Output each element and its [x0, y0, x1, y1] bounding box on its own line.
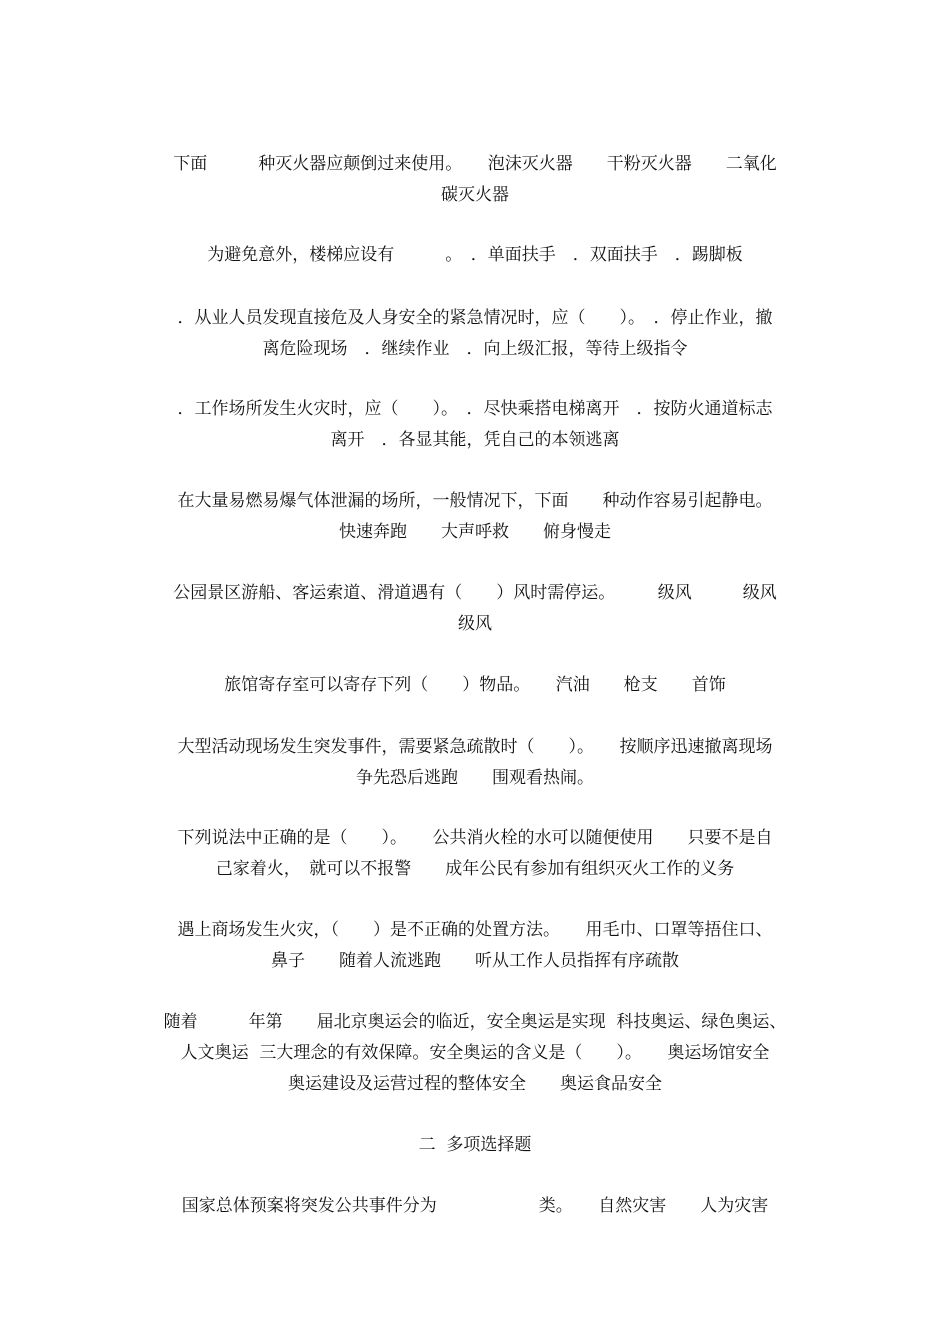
question-text: 公园景区游船、客运索道、滑道遇有（ ）风时需停运。 级风 级风 [173, 583, 777, 603]
question-text: 旅馆寄存室可以寄存下列（ ）物品。 汽油 枪支 首饰 [224, 675, 726, 695]
question-text: 在大量易燃易爆气体泄漏的场所，一般情况下，下面 种动作容易引起静电。 [177, 491, 773, 511]
question-text: 随着 年第 届北京奥运会的临近，安全奥运是实现 科技奥运、绿色奥运、 [163, 1012, 787, 1032]
question-text: 快速奔跑 大声呼救 俯身慢走 [339, 522, 611, 542]
question-text: ．工作场所发生火灾时，应（ ）。 ．尽快乘搭电梯离开 ．按防火通道标志 [177, 399, 773, 419]
question-text: 为避免意外，楼梯应设有 。 ．单面扶手 ．双面扶手 ．踢脚板 [207, 245, 743, 265]
question-text: 下面 种灭火器应颠倒过来使用。 泡沫灭火器 干粉灭火器 二氧化 [173, 154, 777, 174]
question-text: ．从业人员发现直接危及人身安全的紧急情况时，应（ ）。 ．停止作业，撤 [177, 308, 773, 328]
question-text: 大型活动现场发生突发事件，需要紧急疏散时（ ）。 按顺序迅速撤离现场 [177, 737, 773, 757]
question-text: 离开 ．各显其能，凭自己的本领逃离 [330, 430, 620, 450]
section-title: 二 多项选择题 [418, 1135, 532, 1155]
question-text: 下列说法中正确的是（ ）。 公共消火栓的水可以随便使用 只要不是自 [177, 828, 773, 848]
question-text: 碳灭火器 [441, 185, 509, 205]
question-text: 国家总体预案将突发公共事件分为 类。 自然灾害 人为灾害 [181, 1196, 769, 1216]
question-text: 鼻子 随着人流逃跑 听从工作人员指挥有序疏散 [271, 951, 679, 971]
question-text: 遇上商场发生火灾，（ ）是不正确的处置方法。 用毛巾、口罩等捂住口、 [177, 920, 773, 940]
question-text: 奥运建设及运营过程的整体安全 奥运食品安全 [288, 1074, 662, 1094]
question-text: 级风 [458, 614, 492, 634]
question-text: 离危险现场 ．继续作业 ．向上级汇报，等待上级指令 [262, 339, 688, 359]
question-text: 人文奥运 三大理念的有效保障。安全奥运的含义是（ ）。 奥运场馆安全 [180, 1043, 770, 1063]
question-text: 争先恐后逃跑 围观看热闹。 [356, 768, 594, 788]
question-text: 己家着火， 就可以不报警 成年公民有参加有组织灭火工作的义务 [215, 859, 735, 879]
